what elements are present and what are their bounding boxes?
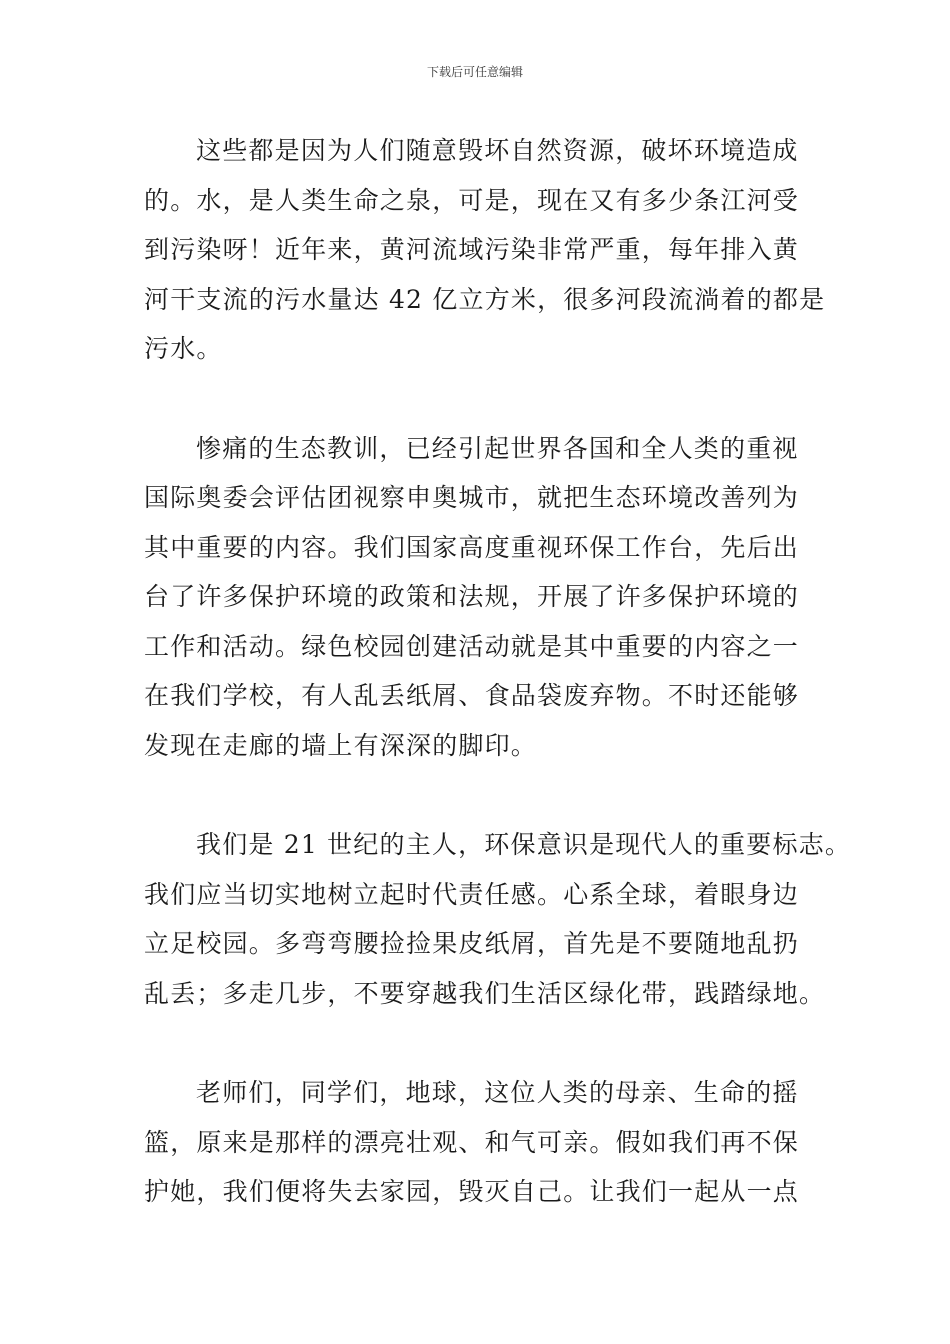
text-line: 这些都是因为人们随意毁坏自然资源，破坏环境造成 (196, 136, 799, 165)
text-line: 我们应当切实地树立起时代责任感。心系全球，着眼身边 (144, 879, 800, 909)
document-body (144, 126, 852, 1267)
paragraph-3 (144, 820, 852, 1018)
text-line: 国际奥委会评估团视察申奥城市，就把生态环境改善列为 (144, 483, 800, 512)
text-line: 护她，我们便将失去家园，毁灭自己。让我们一起从一点 (144, 1177, 800, 1206)
text-line: 到污染呀！近年来，黄河流域污染非常严重，每年排入黄 (144, 235, 800, 264)
text-line: 惨痛的生态教训，已经引起世界各国和全人类的重视 (196, 433, 799, 463)
text-line: 河干支流的污水量达 42 亿立方米，很多河段流淌着的都是 (144, 284, 826, 314)
paragraph-4 (144, 1068, 808, 1217)
paragraph-2 (144, 424, 808, 771)
text-line: 发现在走廊的墙上有深深的脚印。 (144, 730, 538, 760)
text-line: 在我们学校，有人乱丢纸屑、食品袋废弃物。不时还能够 (144, 681, 800, 710)
text-line: 其中重要的内容。我们国家高度重视环保工作台，先后出 (144, 532, 800, 562)
text-line: 篮，原来是那样的漂亮壮观、和气可亲。假如我们再不保 (144, 1127, 800, 1157)
text-line: 立足校园。多弯弯腰捡捡果皮纸屑，首先是不要随地乱扔 (144, 929, 800, 958)
text-line: 的。水，是人类生命之泉，可是，现在又有多少条江河受 (144, 185, 800, 215)
text-line: 工作和活动。绿色校园创建活动就是其中重要的内容之一 (144, 631, 800, 661)
paragraph-1 (144, 126, 826, 374)
text-line: 老师们，同学们，地球，这位人类的母亲、生命的摇 (196, 1078, 799, 1107)
text-line: 污水。 (144, 334, 223, 363)
text-line: 乱丢；多走几步，不要穿越我们生活区绿化带，践踏绿地。 (144, 978, 826, 1008)
text-line: 我们是 21 世纪的主人，环保意识是现代人的重要标志。 (196, 830, 852, 859)
page-header: 下载后可任意编辑 (426, 65, 523, 79)
text-line: 台了许多保护环境的政策和法规，开展了许多保护环境的 (144, 582, 800, 611)
